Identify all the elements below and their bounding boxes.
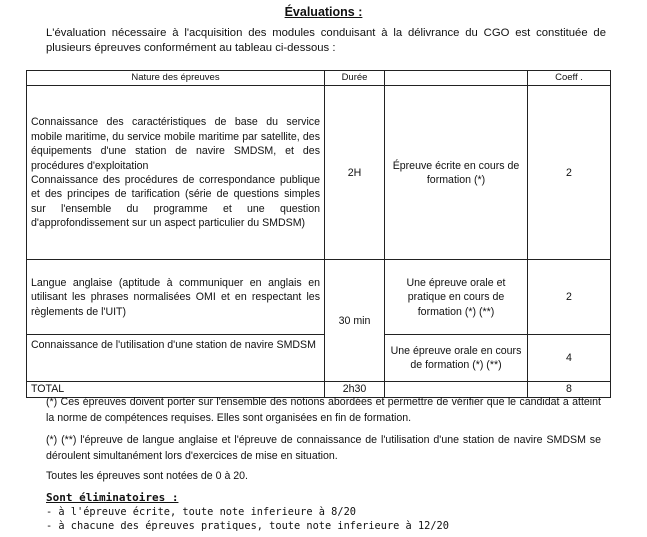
eliminatoires-title: Sont éliminatoires : (46, 491, 179, 504)
row3-epreuve: Une épreuve orale en cours de formation (*) (**) (385, 335, 528, 382)
table-row (27, 86, 611, 260)
table-row (27, 335, 611, 382)
row1-coeff: 2 (528, 86, 611, 260)
header-epreuve (385, 71, 528, 86)
row2-nature: Langue anglaise (aptitude à communiquer en anglais en utilisant les phrases normalisées OMI et en respectant les règlements de l'UIT) (27, 260, 325, 335)
row2-coeff: 2 (528, 260, 611, 335)
list-item: - à l'épreuve écrite, toute note inferieure à 8/20 (46, 506, 356, 518)
row3-nature: Connaissance de l'utilisation d'une station de navire SMDSM (27, 335, 325, 382)
footnote-2: (*) (**) l'épreuve de langue anglaise et l'épreuve de connaissance de l'utilisation d'une station de navire SMDSM se déroulent simultanément lors d'exercices de mise en situation. (46, 434, 601, 462)
eliminatoires-list (46, 505, 449, 533)
row1-nature (27, 86, 325, 260)
total-label: TOTAL (27, 382, 325, 397)
intro-paragraph: L'évaluation nécessaire à l'acquisition des modules conduisant à la délivrance du CGO est constituée de plusieurs épreuves conformément au tableau ci-dessous : (46, 27, 606, 54)
header-nature: Nature des épreuves (27, 71, 325, 86)
row1-nature-part-a: Connaissance des caractéristiques de base du service mobile maritime, du service mobile maritime par satellite, des équipements d'une station de navire SMDSM, et des procédures d'exploitation (31, 116, 320, 172)
header-coeff: Coeff . (528, 71, 611, 86)
header-duree: Durée (325, 71, 385, 86)
row1-epreuve: Épreuve écrite en cours de formation (*) (385, 86, 528, 260)
row1-nature-part-b: Connaissance des procédures de correspondance publique et des principes de tarification (série de questions simples sur l'ensemble du programme et une question d'approfondissement sur un aspect particulier du SMDSM) (31, 173, 320, 230)
footnote-1: (*) Ces épreuves doivent porter sur l'ensemble des notions abordées et permettre de vérifier que le candidat a atteint la norme de compétences requises. Elles sont organisées en fin de formation. (46, 396, 601, 424)
list-item: - à chacune des épreuves pratiques, toute note inferieure à 12/20 (46, 520, 449, 532)
row2-epreuve: Une épreuve orale et pratique en cours de formation (*) (**) (385, 260, 528, 335)
row1-duree: 2H (325, 86, 385, 260)
page-title: Évaluations : (284, 5, 363, 19)
total-coeff: 8 (528, 382, 611, 397)
row2-duree: 30 min (325, 260, 385, 382)
evaluation-table (26, 70, 611, 398)
table-header-row (27, 71, 611, 86)
total-duree: 2h30 (325, 382, 385, 397)
table-row (27, 260, 611, 335)
row3-coeff: 4 (528, 335, 611, 382)
footnote-3: Toutes les épreuves sont notées de 0 à 20. (46, 470, 249, 482)
